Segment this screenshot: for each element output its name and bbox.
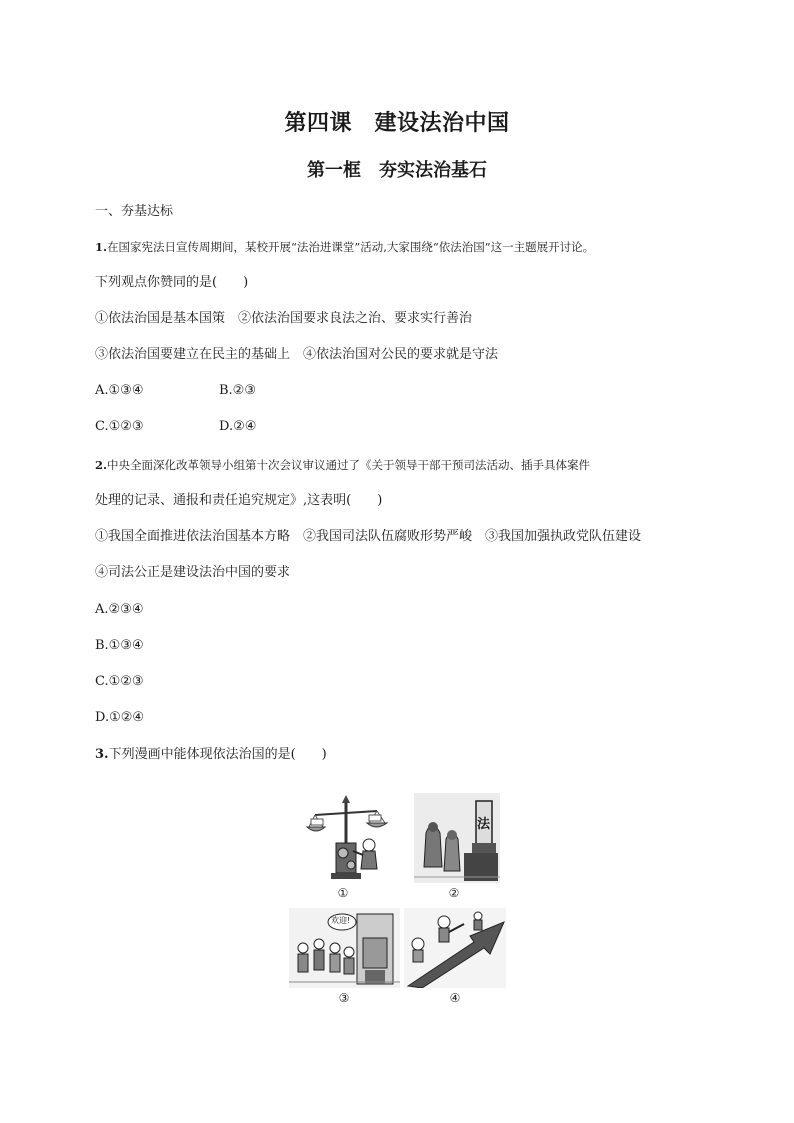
q2-number: 2.	[95, 458, 108, 472]
comic-panel-1[interactable]	[303, 793, 389, 883]
section-title: 第一框 夯实法治基石	[307, 160, 487, 181]
q1-option-d[interactable]: D.②④	[219, 419, 257, 434]
comic-panel-3[interactable]	[289, 908, 400, 988]
comic-caption-2: ②	[448, 886, 460, 900]
comic-panel-2[interactable]	[414, 793, 500, 883]
q2-option-a[interactable]: A.②③④	[95, 602, 144, 617]
comic-caption-3: ③	[338, 991, 350, 1005]
q2-stem-line1	[95, 456, 590, 474]
comic-panel-4[interactable]	[404, 908, 506, 988]
q2-stem-line2: 处理的记录、通报和责任追究规定》,这表明( )	[95, 493, 383, 508]
q1-statements-line2: ③依法治国要建立在民主的基础上 ④依法治国对公民的要求就是守法	[95, 347, 499, 362]
law-monument-comic-illustration	[414, 793, 500, 883]
lesson-title: 第四课 建设法治中国	[284, 111, 510, 136]
q2-option-d[interactable]: D.①②④	[95, 710, 145, 725]
q2-option-c[interactable]: C.①②③	[95, 674, 144, 689]
q1-option-b[interactable]: B.②③	[219, 383, 256, 398]
q1-option-c[interactable]: C.①②③	[95, 419, 144, 434]
q1-stem-line1	[95, 238, 594, 256]
q1-stem-text: 在国家宪法日宣传周期间，某校开展“法治进课堂”活动,大家围绕“依法治国”这一主题展开讨论。	[107, 240, 595, 254]
q3-number: 3.	[95, 747, 109, 762]
comic-caption-4: ④	[449, 991, 461, 1005]
scales-comic-illustration	[303, 793, 389, 883]
welcome-speech-bubble: 欢迎!	[331, 916, 351, 925]
comic-caption-1: ①	[337, 886, 349, 900]
q1-number: 1.	[95, 240, 108, 254]
q3-stem	[95, 746, 327, 764]
q3-stem-text: 下列漫画中能体现依法治国的是( )	[108, 747, 327, 762]
q1-statements-line1: ①依法治国是基本国策 ②依法治国要求良法之治、要求实行善治	[95, 311, 473, 326]
q1-option-a[interactable]: A.①③④	[95, 383, 144, 398]
rising-arrow-comic-illustration	[404, 908, 506, 988]
q1-stem-line2: 下列观点你赞同的是( )	[95, 275, 249, 290]
part-heading: 一、夯基达标	[95, 204, 174, 219]
q2-statements-line1: ①我国全面推进依法治国基本方略 ②我国司法队伍腐败形势严峻 ③我国加强执政党队伍建设	[95, 529, 642, 544]
q2-option-b[interactable]: B.①③④	[95, 638, 144, 653]
law-monument-sign: 法	[477, 817, 491, 832]
q2-statements-line2: ④司法公正是建设法治中国的要求	[95, 565, 291, 580]
q2-stem-text: 中央全面深化改革领导小组第十次会议审议通过了《关于领导干部干预司法活动、插手具体案件	[107, 458, 591, 472]
